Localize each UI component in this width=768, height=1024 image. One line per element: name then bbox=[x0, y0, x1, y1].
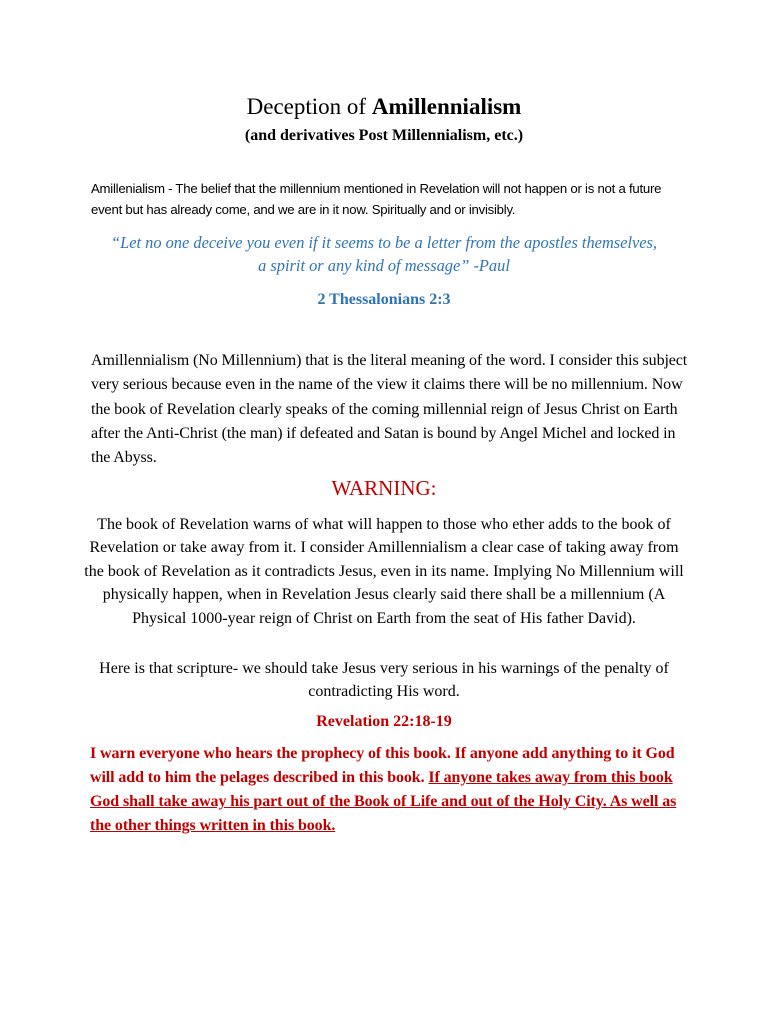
body-paragraph: Amillennialism (No Millennium) that is the literal meaning of the word. I consider this subject very serious because even in the name of the view it claims there will be no millennium. Now the book of Revelation clearly speaks of the coming millennial reign of Jesus Christ on Earth after the Anti-Christ (the man) if defeated and Satan is bound by Angel Michel and locked in the Abyss. bbox=[91, 352, 688, 467]
warning-paragraph: The book of Revelation warns of what will happen to those who ether adds to the book of Revelation or take away from it. I consider Amillennialism a clear case of taking away from the book of Revelation as it contradicts Jesus, even in its name. Implying No Millennium will physically happen, when in Revelation Jesus clearly said there shall be a millennium (A Physical 1000-year reign of Christ on Earth from the seat of His father David). bbox=[84, 516, 684, 627]
definition-paragraph: Amillenialism - The belief that the millennium mentioned in Revelation will not happen or is not a future event but has already come, and we are in it now. Spiritually and or invisibly. bbox=[91, 181, 662, 217]
quote-line-2: a spirit or any kind of message” -Paul bbox=[258, 256, 510, 275]
scripture-reference: Revelation 22:18-19 bbox=[316, 713, 452, 730]
document-subtitle: (and derivatives Post Millennialism, etc.) bbox=[244, 127, 524, 144]
title-bold-word: Amillennialism bbox=[371, 94, 522, 119]
quote-reference: 2 Thessalonians 2:3 bbox=[317, 291, 451, 308]
paul-quote bbox=[60, 231, 708, 277]
warning-heading: WARNING: bbox=[331, 476, 437, 500]
scripture-intro: Here is that scripture- we should take Jesus very serious in his warnings of the penalty of contradicting His word. bbox=[99, 660, 669, 700]
document-title bbox=[0, 92, 768, 122]
title-prefix: Deception of bbox=[246, 94, 372, 119]
quote-line-1: “Let no one deceive you even if it seems to be a letter from the apostles themselves, bbox=[110, 233, 658, 252]
scripture-text bbox=[90, 742, 690, 838]
scripture-text-plain: I warn everyone who hears the prophecy of this book. If anyone add anything to it God will add to him the pelages described in this book. bbox=[90, 745, 675, 786]
scripture-text-underlined: If anyone takes away from this book God shall take away his part out of the Book of Life and out of the Holy City. As well as the other things written in this book. bbox=[90, 769, 677, 834]
